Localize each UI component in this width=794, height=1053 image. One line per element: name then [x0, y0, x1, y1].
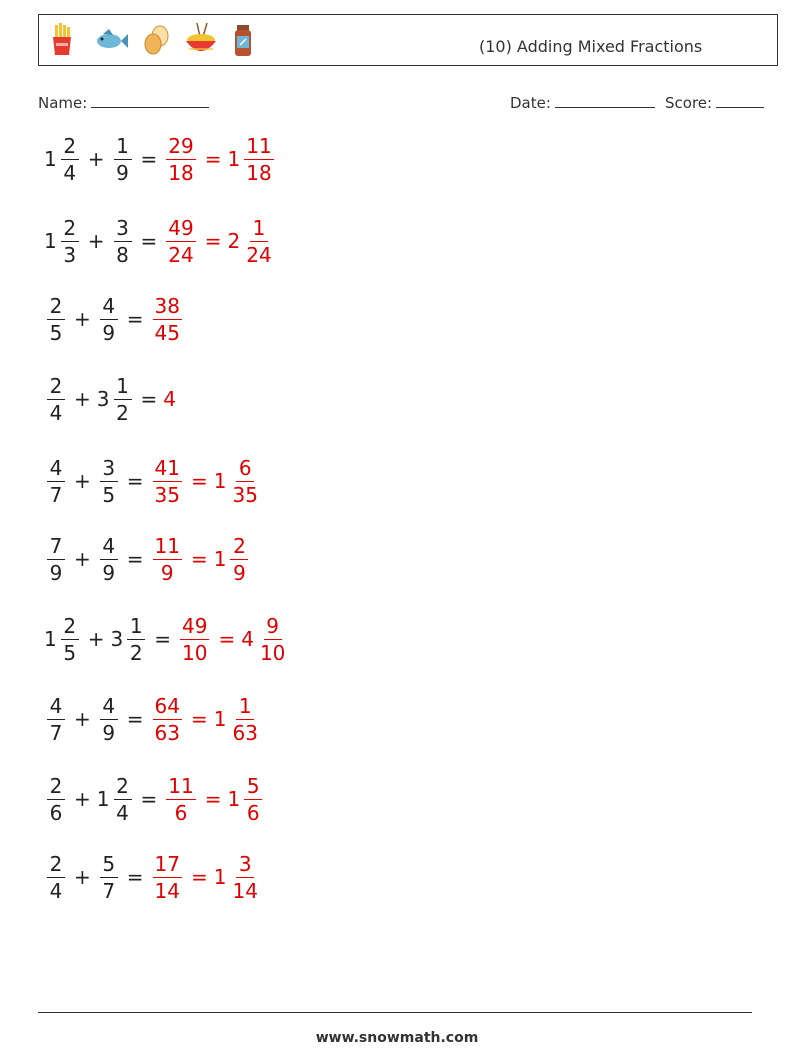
numerator: 3: [114, 218, 132, 242]
equals-sign: =: [140, 229, 158, 253]
numerator: 2: [61, 218, 79, 242]
plus-sign: +: [87, 147, 105, 171]
numerator: 2: [114, 776, 132, 800]
plus-sign: +: [74, 707, 91, 731]
numerator: 1: [114, 376, 132, 400]
numerator: 4: [47, 696, 65, 720]
score-field: [665, 93, 764, 112]
fraction: [61, 613, 79, 665]
score-label: Score:: [665, 94, 713, 112]
answer-whole: 4: [163, 387, 176, 411]
denominator: 4: [49, 400, 63, 425]
denominator: 9: [49, 560, 63, 585]
answer: [150, 293, 185, 345]
fraction: [47, 293, 65, 345]
equals-sign: =: [140, 787, 158, 811]
numerator: 4: [100, 536, 118, 560]
denominator: 2: [116, 400, 129, 425]
fraction: [230, 851, 259, 903]
whole-number: 1: [213, 707, 227, 731]
answer: [177, 613, 290, 665]
denominator: 4: [116, 800, 129, 825]
denominator: 2: [129, 640, 143, 665]
icon-strip: [47, 21, 255, 59]
improper-fraction: [153, 455, 182, 507]
worksheet-title: (10) Adding Mixed Fractions: [479, 37, 703, 56]
equals-sign: =: [204, 229, 222, 253]
denominator: 9: [102, 720, 116, 745]
fraction: [244, 773, 262, 825]
denominator: 18: [168, 160, 194, 185]
fish-icon: [89, 21, 129, 59]
equals-sign: =: [190, 707, 208, 731]
fraction: [100, 293, 118, 345]
equals-sign: =: [126, 547, 144, 571]
numerator: 2: [61, 616, 79, 640]
denominator: 10: [182, 640, 208, 665]
name-label: Name:: [38, 94, 88, 112]
denominator: 9: [233, 560, 246, 585]
fraction: [61, 133, 79, 185]
improper-fraction: [180, 613, 209, 665]
numerator: 11: [154, 533, 180, 558]
noodle-bowl-icon: [183, 21, 219, 59]
numerator: 4: [47, 458, 65, 482]
denominator: 24: [246, 242, 272, 267]
denominator: 35: [232, 482, 258, 507]
fraction: [230, 455, 259, 507]
denominator: 4: [49, 878, 63, 903]
numerator: 2: [47, 854, 65, 878]
equals-sign: =: [204, 787, 222, 811]
score-blank[interactable]: [716, 93, 764, 108]
denominator: 9: [160, 560, 174, 585]
fraction: [114, 373, 132, 425]
numerator: 2: [47, 296, 65, 320]
whole-number: 1: [96, 787, 110, 811]
plus-sign: +: [74, 547, 91, 571]
denominator: 7: [49, 482, 63, 507]
denominator: 5: [49, 320, 63, 345]
fraction: [230, 533, 248, 585]
numerator: 5: [100, 854, 118, 878]
denominator: 9: [102, 320, 116, 345]
whole-number: 1: [44, 627, 57, 651]
answer: [150, 455, 263, 507]
improper-fraction: [166, 133, 195, 185]
answer: [163, 387, 177, 411]
numerator: 1: [127, 616, 145, 640]
plus-sign: +: [87, 627, 105, 651]
problem-row: [44, 452, 263, 510]
whole-number: 2: [227, 229, 241, 253]
denominator: 14: [154, 878, 180, 903]
plus-sign: +: [74, 865, 91, 889]
fraction: [114, 133, 132, 185]
numerator: 2: [47, 776, 65, 800]
denominator: 10: [259, 640, 286, 665]
equals-sign: =: [126, 707, 144, 731]
numerator: 17: [154, 851, 180, 876]
answer: [150, 533, 252, 585]
denominator: 63: [232, 720, 258, 745]
answer: [163, 133, 276, 185]
problem-row: [44, 370, 177, 428]
problem-row: [44, 610, 290, 668]
equals-sign: =: [154, 627, 171, 651]
whole-number: 1: [44, 147, 57, 171]
whole-number: 1: [213, 865, 227, 889]
equals-sign: =: [190, 469, 208, 493]
numerator: 64: [154, 693, 180, 718]
whole-number: 3: [96, 387, 110, 411]
fraction: [47, 455, 65, 507]
problem-row: [44, 690, 263, 748]
fraction: [244, 215, 273, 267]
denominator: 6: [174, 800, 188, 825]
improper-fraction: [153, 851, 182, 903]
numerator: 38: [154, 293, 180, 318]
denominator: 4: [63, 160, 77, 185]
numerator: 41: [154, 455, 180, 480]
denominator: 6: [49, 800, 63, 825]
equals-sign: =: [126, 307, 144, 331]
denominator: 6: [246, 800, 260, 825]
whole-number: 1: [227, 147, 241, 171]
fraction: [230, 693, 259, 745]
denominator: 7: [102, 878, 116, 903]
numerator: 6: [236, 458, 254, 482]
name-field: [38, 93, 209, 112]
numerator: 49: [168, 215, 194, 240]
fraction: [244, 133, 273, 185]
name-blank[interactable]: [91, 93, 209, 108]
numerator: 3: [236, 854, 254, 878]
improper-fraction: [153, 693, 182, 745]
improper-fraction: [153, 293, 182, 345]
fraction: [61, 215, 79, 267]
answer: [150, 851, 263, 903]
footer-url: www.snowmath.com: [315, 1030, 479, 1046]
denominator: 18: [246, 160, 272, 185]
problem-row: [44, 770, 265, 828]
problem-row: [44, 130, 277, 188]
improper-fraction: [166, 215, 195, 267]
fraction: [100, 851, 118, 903]
numerator: 2: [230, 536, 248, 560]
numerator: 11: [246, 133, 272, 158]
whole-number: 1: [213, 469, 227, 493]
improper-fraction: [153, 533, 182, 585]
denominator: 7: [49, 720, 63, 745]
date-label: Date:: [510, 94, 551, 112]
fraction: [47, 533, 65, 585]
numerator: 7: [47, 536, 65, 560]
denominator: 9: [102, 560, 116, 585]
plus-sign: +: [74, 307, 91, 331]
numerator: 1: [114, 136, 132, 160]
whole-number: 1: [44, 229, 57, 253]
denominator: 35: [154, 482, 180, 507]
problem-row: [44, 212, 277, 270]
whole-number: 1: [227, 787, 241, 811]
answer: [163, 773, 265, 825]
answer: [163, 215, 276, 267]
fraction: [258, 613, 287, 665]
equals-sign: =: [218, 627, 236, 651]
denominator: 5: [63, 640, 77, 665]
fraction: [100, 533, 118, 585]
denominator: 45: [154, 320, 180, 345]
fraction: [100, 455, 118, 507]
numerator: 4: [100, 296, 118, 320]
problem-row: [44, 848, 263, 906]
fraction: [47, 773, 65, 825]
fraction: [47, 693, 65, 745]
numerator: 2: [61, 136, 79, 160]
fraction: [47, 373, 65, 425]
fraction: [114, 773, 132, 825]
denominator: 63: [154, 720, 180, 745]
numerator: 4: [100, 696, 118, 720]
equals-sign: =: [190, 547, 208, 571]
fraction: [127, 613, 145, 665]
plus-sign: +: [74, 469, 91, 493]
whole-number: 3: [110, 627, 124, 651]
improper-fraction: [166, 773, 195, 825]
date-field: [510, 93, 655, 112]
worksheet-header: [38, 14, 778, 66]
numerator: 49: [182, 613, 208, 638]
plus-sign: +: [74, 387, 91, 411]
denominator: 3: [63, 242, 77, 267]
numerator: 1: [250, 218, 268, 242]
numerator: 11: [168, 773, 194, 798]
denominator: 14: [232, 878, 258, 903]
plus-sign: +: [87, 229, 105, 253]
numerator: 29: [168, 133, 194, 158]
equals-sign: =: [140, 387, 158, 411]
answer: [150, 693, 263, 745]
date-blank[interactable]: [555, 93, 655, 108]
equals-sign: =: [140, 147, 158, 171]
problem-row: [44, 290, 185, 348]
numerator: 9: [264, 616, 282, 640]
numerator: 2: [47, 376, 65, 400]
denominator: 5: [102, 482, 116, 507]
whole-number: 4: [241, 627, 254, 651]
fraction: [47, 851, 65, 903]
numerator: 1: [236, 696, 254, 720]
eggs-icon: [141, 21, 171, 59]
fraction: [100, 693, 118, 745]
whole-number: 1: [213, 547, 227, 571]
problem-row: [44, 530, 251, 588]
fraction: [114, 215, 132, 267]
french-fries-icon: [47, 21, 77, 59]
equals-sign: =: [126, 469, 144, 493]
numerator: 5: [244, 776, 262, 800]
jar-icon: [231, 21, 255, 59]
denominator: 9: [116, 160, 129, 185]
denominator: 24: [168, 242, 194, 267]
footer-divider: [38, 1012, 752, 1013]
denominator: 8: [116, 242, 129, 267]
equals-sign: =: [204, 147, 222, 171]
plus-sign: +: [74, 787, 91, 811]
equals-sign: =: [190, 865, 208, 889]
numerator: 3: [100, 458, 118, 482]
equals-sign: =: [126, 865, 144, 889]
